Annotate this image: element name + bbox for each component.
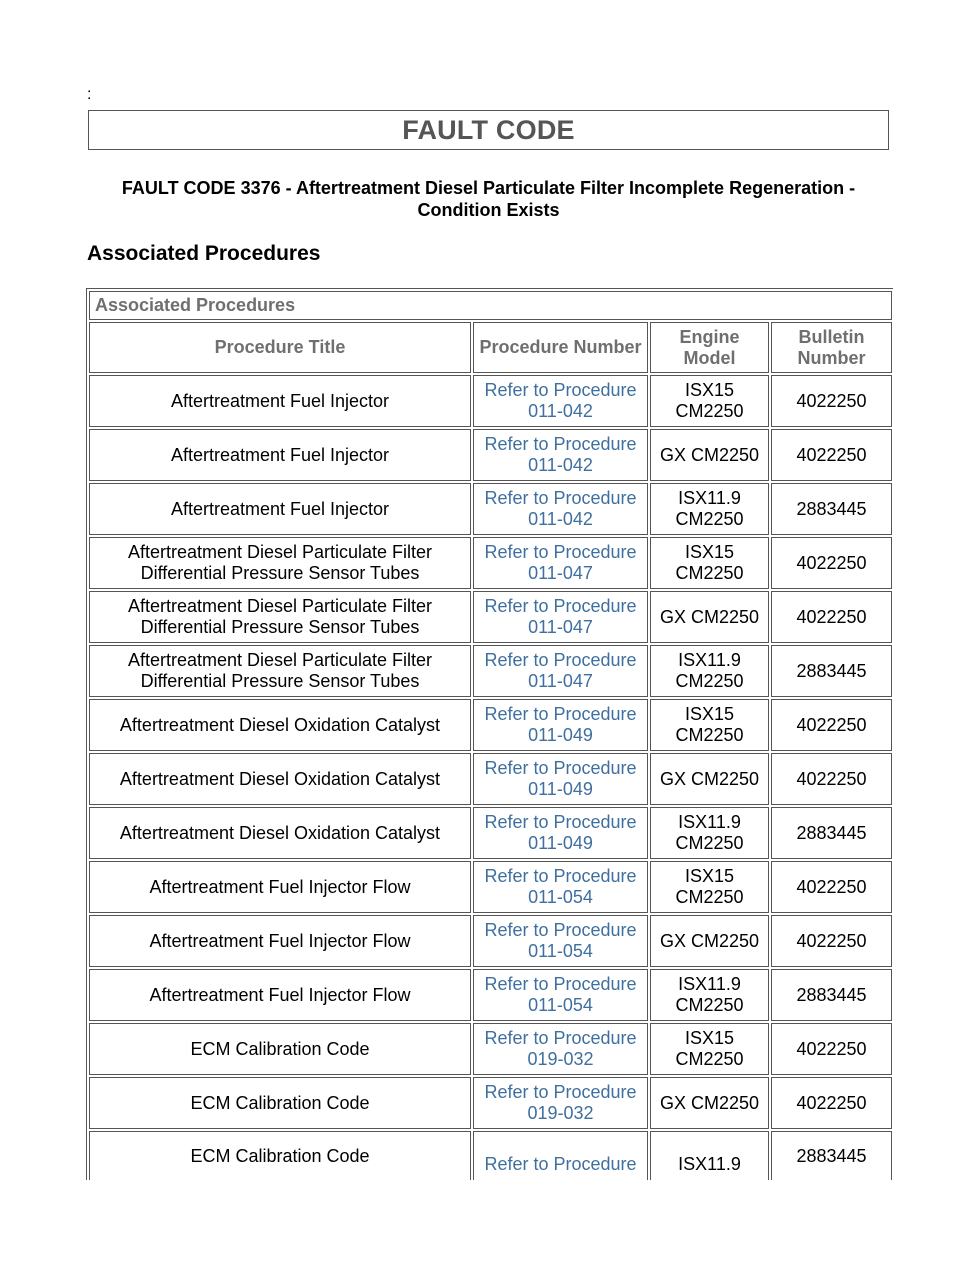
procedure-title-cell: Aftertreatment Diesel Oxidation Catalyst: [89, 753, 471, 805]
procedure-link[interactable]: Refer to Procedure 019-032: [484, 1082, 637, 1123]
engine-model-cell: ISX11.9 CM2250: [650, 645, 769, 697]
procedure-link[interactable]: Refer to Procedure 011-054: [484, 974, 637, 1015]
procedure-link[interactable]: Refer to Procedure 011-047: [484, 542, 637, 583]
top-mark: :: [87, 86, 92, 103]
procedure-number-cell: [473, 645, 648, 697]
procedure-link[interactable]: Refer to Procedure 019-032: [484, 1028, 637, 1069]
procedure-link[interactable]: Refer to Procedure 011-049: [484, 758, 637, 799]
procedure-title-cell: Aftertreatment Fuel Injector: [89, 375, 471, 427]
procedure-title-cell: Aftertreatment Diesel Particulate Filter Differential Pressure Sensor Tubes: [89, 645, 471, 697]
header-procedure-number: Procedure Number: [473, 322, 648, 373]
associated-procedures-table: [86, 288, 893, 1180]
fault-code-banner: [88, 110, 889, 150]
procedure-link[interactable]: Refer to Procedure 011-049: [484, 704, 637, 745]
table-row: [89, 969, 892, 1021]
bulletin-number-cell: 4022250: [771, 375, 892, 427]
engine-model-cell: GX CM2250: [650, 915, 769, 967]
procedure-link[interactable]: Refer to Procedure 011-054: [484, 866, 637, 907]
engine-model-cell: ISX15 CM2250: [650, 861, 769, 913]
procedure-title-cell: Aftertreatment Diesel Oxidation Catalyst: [89, 699, 471, 751]
engine-model-cell: GX CM2250: [650, 753, 769, 805]
procedure-title-cell: Aftertreatment Fuel Injector Flow: [89, 915, 471, 967]
table-row: [89, 1131, 892, 1180]
header-bulletin-number: Bulletin Number: [771, 322, 892, 373]
table-header-row: [89, 322, 892, 373]
procedure-number-cell: [473, 915, 648, 967]
table-row: [89, 1077, 892, 1129]
table-row: [89, 483, 892, 535]
table-row: [89, 861, 892, 913]
procedure-number-cell: [473, 483, 648, 535]
table-row: [89, 645, 892, 697]
bulletin-number-cell: 2883445: [771, 969, 892, 1021]
fault-code-heading: FAULT CODE 3376 - Aftertreatment Diesel Particulate Filter Incomplete Regeneration - Condition Exists: [121, 178, 856, 220]
bulletin-number-cell: 4022250: [771, 753, 892, 805]
procedure-title-cell: ECM Calibration Code: [89, 1023, 471, 1075]
table-row: [89, 537, 892, 589]
table-caption: Associated Procedures: [89, 291, 892, 320]
engine-model-cell: ISX11.9: [650, 1131, 769, 1180]
engine-model-cell: GX CM2250: [650, 429, 769, 481]
bulletin-number-cell: 4022250: [771, 429, 892, 481]
procedure-link[interactable]: Refer to Procedure 011-049: [484, 812, 637, 853]
procedure-number-cell: [473, 429, 648, 481]
procedure-title-cell: ECM Calibration Code: [89, 1131, 471, 1180]
procedure-title-cell: Aftertreatment Diesel Particulate Filter Differential Pressure Sensor Tubes: [89, 537, 471, 589]
table-row: [89, 375, 892, 427]
bulletin-number-cell: 4022250: [771, 861, 892, 913]
header-engine-model: Engine Model: [650, 322, 769, 373]
section-heading: Associated Procedures: [87, 242, 321, 265]
table-row: [89, 591, 892, 643]
procedure-number-cell: [473, 375, 648, 427]
table-row: [89, 1023, 892, 1075]
procedure-number-cell: [473, 1077, 648, 1129]
procedure-title-cell: Aftertreatment Fuel Injector Flow: [89, 969, 471, 1021]
procedure-number-cell: [473, 969, 648, 1021]
procedure-title-cell: Aftertreatment Fuel Injector: [89, 483, 471, 535]
bulletin-number-cell: 2883445: [771, 1131, 892, 1180]
bulletin-number-cell: 4022250: [771, 1077, 892, 1129]
procedure-title-cell: Aftertreatment Fuel Injector: [89, 429, 471, 481]
procedure-number-cell: [473, 807, 648, 859]
procedure-link[interactable]: Refer to Procedure 011-042: [484, 434, 637, 475]
banner-title: FAULT CODE: [402, 114, 575, 145]
procedure-link[interactable]: Refer to Procedure 011-047: [484, 650, 637, 691]
procedure-link[interactable]: Refer to Procedure 011-047: [484, 596, 637, 637]
engine-model-cell: ISX15 CM2250: [650, 1023, 769, 1075]
engine-model-cell: GX CM2250: [650, 1077, 769, 1129]
procedure-title-cell: ECM Calibration Code: [89, 1077, 471, 1129]
bulletin-number-cell: 2883445: [771, 645, 892, 697]
bulletin-number-cell: 4022250: [771, 699, 892, 751]
bulletin-number-cell: 2883445: [771, 807, 892, 859]
table-row: [89, 753, 892, 805]
procedure-number-cell: [473, 1023, 648, 1075]
engine-model-cell: GX CM2250: [650, 591, 769, 643]
procedure-link[interactable]: Refer to Procedure 011-054: [484, 920, 637, 961]
procedure-number-cell: [473, 699, 648, 751]
procedure-title-cell: Aftertreatment Fuel Injector Flow: [89, 861, 471, 913]
procedure-link[interactable]: Refer to Procedure 011-042: [484, 380, 637, 421]
procedure-number-cell: [473, 861, 648, 913]
procedure-number-cell: [473, 537, 648, 589]
bulletin-number-cell: 4022250: [771, 537, 892, 589]
table-row: [89, 429, 892, 481]
table-row: [89, 699, 892, 751]
engine-model-cell: ISX15 CM2250: [650, 699, 769, 751]
procedure-link[interactable]: Refer to Procedure: [484, 1154, 637, 1174]
engine-model-cell: ISX11.9 CM2250: [650, 483, 769, 535]
procedure-title-cell: Aftertreatment Diesel Oxidation Catalyst: [89, 807, 471, 859]
bulletin-number-cell: 4022250: [771, 1023, 892, 1075]
bulletin-number-cell: 4022250: [771, 591, 892, 643]
engine-model-cell: ISX11.9 CM2250: [650, 969, 769, 1021]
header-procedure-title: Procedure Title: [89, 322, 471, 373]
engine-model-cell: ISX15 CM2250: [650, 537, 769, 589]
table-row: [89, 807, 892, 859]
engine-model-cell: ISX15 CM2250: [650, 375, 769, 427]
bulletin-number-cell: 2883445: [771, 483, 892, 535]
procedures-table-container: [86, 288, 893, 1180]
engine-model-cell: ISX11.9 CM2250: [650, 807, 769, 859]
procedure-number-cell: [473, 1131, 648, 1180]
table-row: [89, 915, 892, 967]
bulletin-number-cell: 4022250: [771, 915, 892, 967]
procedure-number-cell: [473, 753, 648, 805]
procedure-title-cell: Aftertreatment Diesel Particulate Filter Differential Pressure Sensor Tubes: [89, 591, 471, 643]
procedure-link[interactable]: Refer to Procedure 011-042: [484, 488, 637, 529]
procedure-number-cell: [473, 591, 648, 643]
